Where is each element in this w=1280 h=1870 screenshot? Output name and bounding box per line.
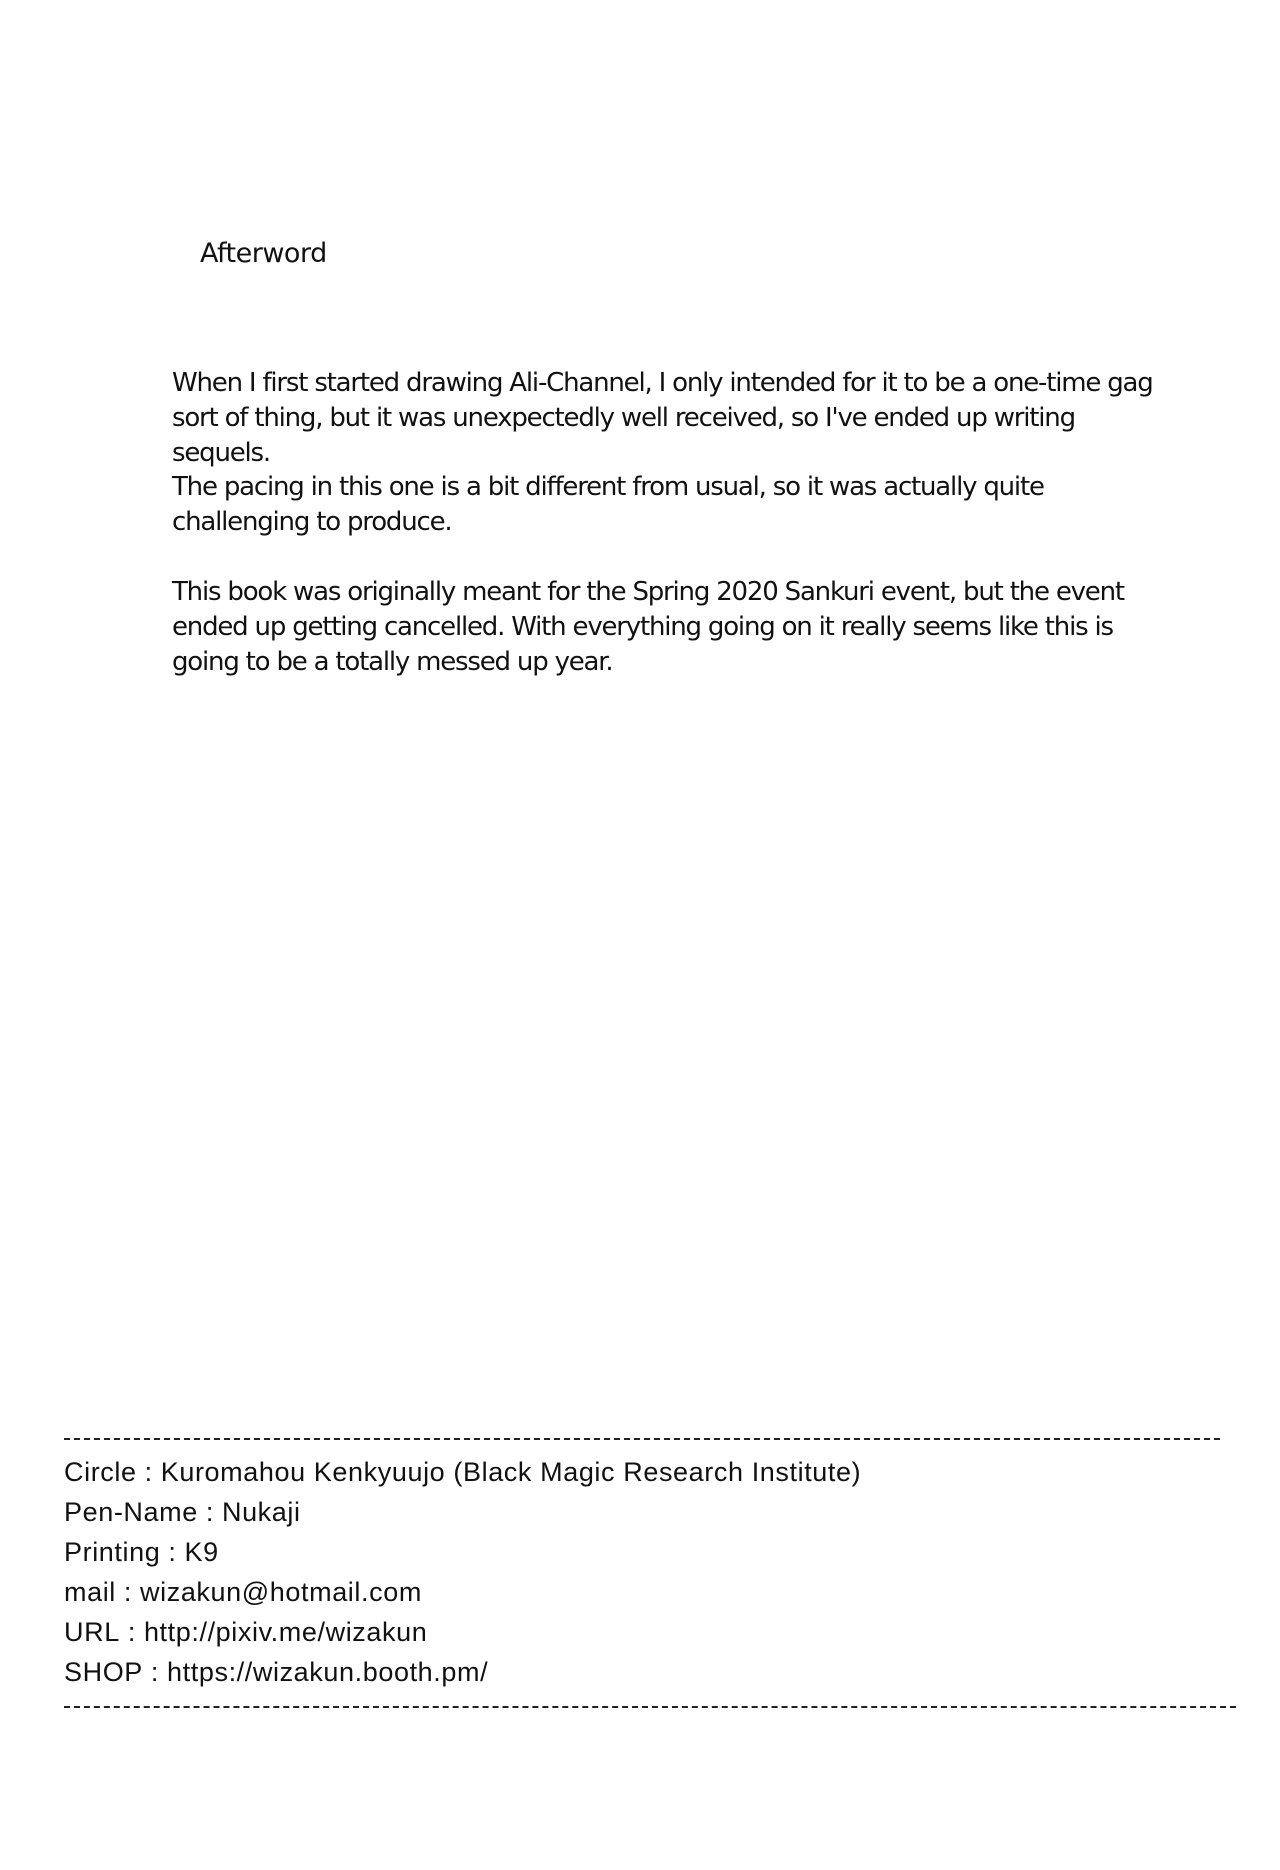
colophon-circle [64,1452,861,1492]
colophon-bottom-divider [64,1706,1236,1708]
colophon-email: wizakun@hotmail.com [140,1577,422,1607]
colophon-label: Pen-Name [64,1497,198,1527]
afterword-paragraph-2: The pacing in this one is a bit different from usual, so it was actually quite challenging to produce. [172,472,1044,537]
colophon [64,1452,861,1692]
colophon-value: Kuromahou Kenkyuujo (Black Magic Research Institute) [160,1457,862,1487]
colophon-separator: : [150,1657,160,1687]
colophon-shop-value: https://wizakun.booth.pm/ [167,1657,489,1687]
afterword-paragraph-3: This book was originally meant for the Spring 2020 Sankuri event, but the event ended up getting cancelled. With everything going on it really seems like this is going to be a totally messed up year. [172,577,1124,677]
colophon-mail [64,1572,861,1612]
colophon-label: SHOP [64,1657,143,1687]
colophon-separator: : [127,1617,136,1647]
colophon-pen-name [64,1492,861,1532]
colophon-label: Circle [64,1457,137,1487]
colophon-value: Nukaji [221,1497,301,1527]
colophon-label: mail [64,1577,116,1607]
colophon-printing [64,1532,861,1572]
colophon-value: K9 [184,1537,219,1567]
colophon-shop [64,1652,861,1692]
afterword-paragraph-1: When I first started drawing Ali-Channel, I only intended for it to be a one-time gag sort of thing, but it was unexpectedly well received, so I've ended up writing sequels. [172,368,1153,468]
colophon-top-divider [64,1438,1220,1440]
colophon-url-value: http://pixiv.me/wizakun [143,1617,428,1647]
colophon-separator: : [123,1577,133,1607]
colophon-separator: : [144,1457,153,1487]
afterword-heading: Afterword [200,238,327,269]
colophon-separator: : [168,1537,177,1567]
colophon-separator: : [205,1497,214,1527]
colophon-label: URL [64,1617,120,1647]
colophon-url [64,1612,861,1652]
colophon-label: Printing [64,1537,161,1567]
